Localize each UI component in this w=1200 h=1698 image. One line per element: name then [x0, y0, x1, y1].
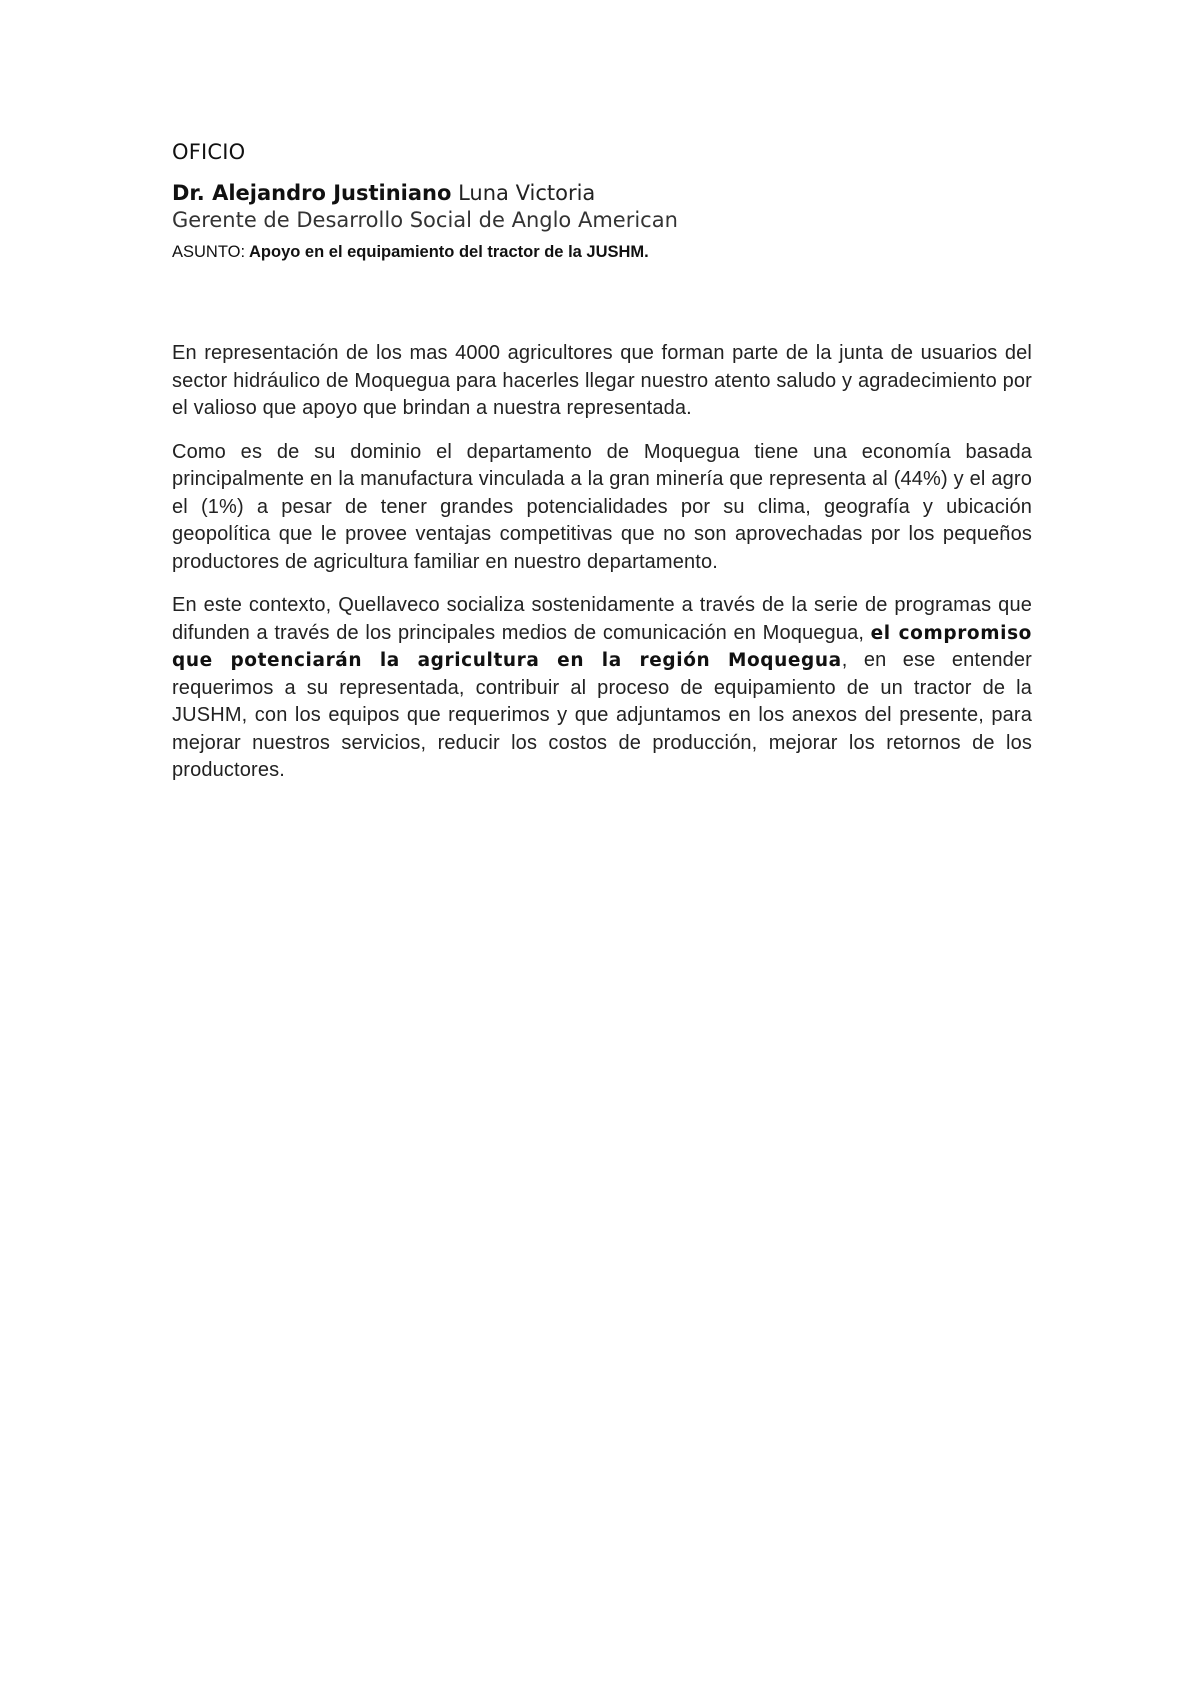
paragraph-3 [172, 592, 1032, 785]
paragraph-3-intro: En este contexto, Quellaveco socializa sostenidamente a través de la serie de programas que difunden a través de los principales medios de comunicación en Moquegua, [172, 594, 1032, 644]
addressee-name-regular: Luna Victoria [451, 181, 596, 205]
addressee-name-bold: Dr. Alejandro Justiniano [172, 181, 452, 205]
paragraph-3-emphasis: el compromiso que potenciarán la agricultura en la región Moquegua [172, 622, 1032, 671]
paragraph-3-closing: , en ese entender requerimos a su representada, contribuir al proceso de equipamiento de un tractor de la JUSHM, con los equipos que requerimos y que adjuntamos en los anexos del presente, para mejorar nuestros servicios, reducir los costos de producción, mejorar los retornos de los productores. [172, 649, 1032, 781]
document-content [172, 140, 1032, 801]
subject-line [172, 240, 1032, 264]
subject-text: Apoyo en el equipamiento del tractor de la JUSHM. [245, 243, 649, 261]
paragraph-1: En representación de los mas 4000 agricultores que forman parte de la junta de usuarios del sector hidráulico de Moquegua para hacerles llegar nuestro atento saludo y agradecimiento por el valioso que apoyo que brindan a nuestra representada. [172, 342, 1032, 419]
letter-body [172, 340, 1032, 785]
subject-label: ASUNTO: [172, 243, 246, 261]
addressee-position: Gerente de Desarrollo Social de Anglo American [172, 208, 678, 232]
document-heading: OFICIO [172, 140, 246, 164]
addressee-name [172, 180, 1032, 207]
paragraph-2: Como es de su dominio el departamento de Moquegua tiene una economía basada principalmente en la manufactura vinculada a la gran minería que representa al (44%) y el agro el (1%) a pesar de tener grandes potencialidades por su clima, geografía y ubicación geopolítica que le provee ventajas competitivas que no son aprovechadas por los pequeños productores de agricultura familiar en nuestro departamento. [172, 440, 1032, 573]
